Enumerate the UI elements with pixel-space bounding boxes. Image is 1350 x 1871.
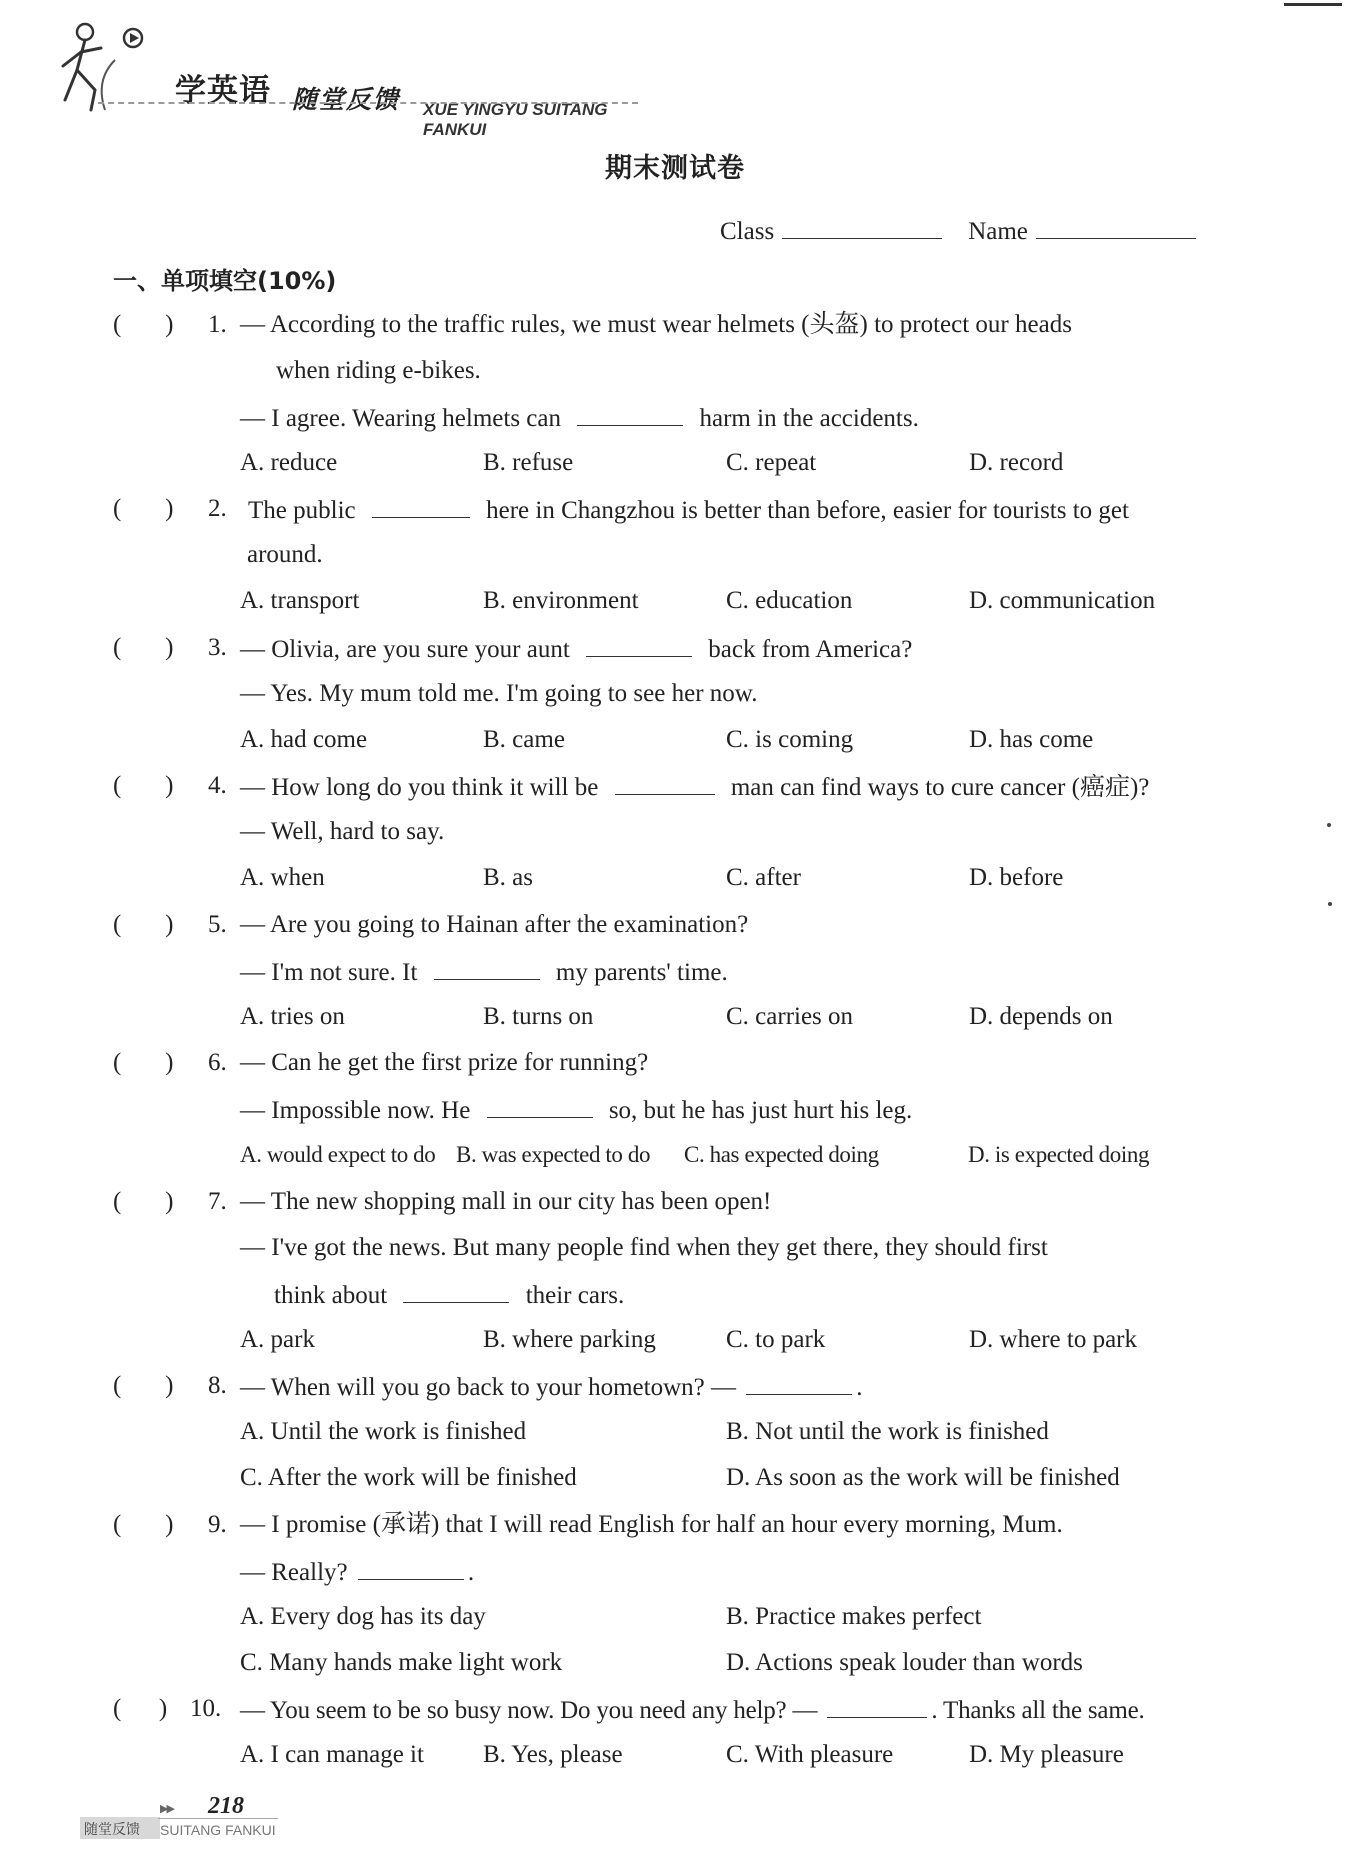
runner-logo-icon bbox=[55, 20, 175, 120]
option: A. Every dog has its day bbox=[240, 1603, 486, 1630]
option: C. With pleasure bbox=[726, 1741, 894, 1768]
answer-bracket: ( ) bbox=[113, 1695, 168, 1722]
question-number: 3. bbox=[208, 634, 227, 661]
question-text: — You seem to be so busy now. Do you need any help? — . Thanks all the same. bbox=[240, 1693, 1145, 1727]
section-heading: 一、单项填空(10%) bbox=[113, 267, 337, 295]
answer-bracket: ( ) bbox=[113, 911, 174, 938]
question-number: 9. bbox=[208, 1511, 227, 1538]
question-number: 10. bbox=[190, 1695, 222, 1722]
footer-divider bbox=[158, 1818, 278, 1819]
question-text: — The new shopping mall in our city has been open! bbox=[240, 1188, 772, 1215]
option: B. where parking bbox=[483, 1326, 656, 1353]
answer-bracket: ( ) bbox=[113, 1511, 174, 1538]
name-label: Name bbox=[968, 218, 1028, 245]
option: D. depends on bbox=[969, 1003, 1113, 1030]
option: A. reduce bbox=[240, 449, 338, 476]
answer-bracket: ( ) bbox=[113, 1049, 174, 1076]
option: B. came bbox=[483, 726, 565, 753]
arrow-icon: ▶▶ bbox=[160, 1803, 173, 1815]
option: A. Until the work is finished bbox=[240, 1418, 527, 1445]
brand-subtitle-cn: 随堂反馈 bbox=[292, 85, 401, 114]
option: A. would expect to do bbox=[240, 1142, 436, 1167]
option: C. Many hands make light work bbox=[240, 1649, 563, 1676]
question-text: — I agree. Wearing helmets can harm in the accidents. bbox=[240, 401, 919, 435]
option: A. when bbox=[240, 864, 325, 891]
question-text: think about their cars. bbox=[274, 1278, 624, 1312]
option: B. Practice makes perfect bbox=[726, 1603, 982, 1630]
option: C. is coming bbox=[726, 726, 854, 753]
question-text: — Impossible now. He so, but he has just hurt his leg. bbox=[240, 1093, 912, 1127]
option: C. has expected doing bbox=[684, 1142, 879, 1167]
question-text: — Can he get the first prize for running? bbox=[240, 1049, 649, 1076]
footer-badge-text: 随堂反馈 bbox=[84, 1822, 140, 1838]
question-text: — When will you go back to your hometown? — . bbox=[240, 1370, 862, 1404]
footer-badge bbox=[80, 1817, 160, 1839]
question-text: — Are you going to Hainan after the examination? bbox=[240, 911, 749, 938]
class-blank bbox=[782, 216, 942, 239]
brand-title-cn: 学英语 bbox=[175, 73, 271, 109]
option: D. As soon as the work will be finished bbox=[726, 1464, 1120, 1491]
question-number: 2. bbox=[208, 495, 227, 522]
option: A. I can manage it bbox=[240, 1741, 424, 1768]
option: A. tries on bbox=[240, 1003, 345, 1030]
question-text: when riding e-bikes. bbox=[276, 357, 481, 384]
option: D. is expected doing bbox=[968, 1142, 1150, 1167]
option: A. park bbox=[240, 1326, 315, 1353]
option: D. record bbox=[969, 449, 1064, 476]
page-title: 期末测试卷 bbox=[605, 153, 745, 184]
option: B. Yes, please bbox=[483, 1741, 623, 1768]
corner-mark bbox=[1284, 3, 1342, 6]
option: D. My pleasure bbox=[969, 1741, 1124, 1768]
question-text: — I'm not sure. It my parents' time. bbox=[240, 955, 728, 989]
option: B. as bbox=[483, 864, 533, 891]
answer-bracket: ( ) bbox=[113, 311, 174, 338]
question-number: 5. bbox=[208, 911, 227, 938]
question-number: 4. bbox=[208, 772, 227, 799]
option: D. communication bbox=[969, 587, 1156, 614]
option: C. repeat bbox=[726, 449, 817, 476]
option: B. refuse bbox=[483, 449, 574, 476]
option: B. was expected to do bbox=[456, 1142, 651, 1167]
question-text: — I've got the news. But many people find when they get there, they should first bbox=[240, 1234, 1048, 1261]
class-label: Class bbox=[720, 218, 775, 245]
class-name-fields bbox=[720, 216, 1196, 246]
answer-bracket: ( ) bbox=[113, 495, 174, 522]
option: B. Not until the work is finished bbox=[726, 1418, 1049, 1445]
answer-bracket: ( ) bbox=[113, 1372, 174, 1399]
option: B. turns on bbox=[483, 1003, 594, 1030]
option: C. After the work will be finished bbox=[240, 1464, 577, 1491]
question-text: — How long do you think it will be man can find ways to cure cancer (癌症)? bbox=[240, 770, 1149, 804]
question-number: 6. bbox=[208, 1049, 227, 1076]
option: C. after bbox=[726, 864, 801, 891]
question-text: — According to the traffic rules, we must wear helmets (头盔) to protect our heads bbox=[240, 311, 1072, 338]
option: D. Actions speak louder than words bbox=[726, 1649, 1083, 1676]
option: C. carries on bbox=[726, 1003, 854, 1030]
option: A. had come bbox=[240, 726, 368, 753]
page-number: 218 bbox=[208, 1793, 244, 1819]
question-number: 7. bbox=[208, 1188, 227, 1215]
answer-bracket: ( ) bbox=[113, 1188, 174, 1215]
question-text: — Really? . bbox=[240, 1555, 474, 1589]
question-number: 8. bbox=[208, 1372, 227, 1399]
option: B. environment bbox=[483, 587, 639, 614]
option: D. before bbox=[969, 864, 1064, 891]
option: D. where to park bbox=[969, 1326, 1137, 1353]
question-text: around. bbox=[247, 541, 323, 568]
answer-bracket: ( ) bbox=[113, 772, 174, 799]
brand-title-en: XUE YINGYU SUITANG FANKUI bbox=[423, 100, 608, 139]
scan-speck bbox=[1328, 902, 1332, 906]
option: C. to park bbox=[726, 1326, 826, 1353]
option: C. education bbox=[726, 587, 853, 614]
brand-header bbox=[55, 20, 655, 139]
question-text: — Yes. My mum told me. I'm going to see her now. bbox=[240, 680, 758, 707]
question-text: — I promise (承诺) that I will read English for half an hour every morning, Mum. bbox=[240, 1511, 1063, 1538]
question-number: 1. bbox=[208, 311, 227, 338]
answer-bracket: ( ) bbox=[113, 634, 174, 661]
footer-brand-en: SUITANG FANKUI bbox=[160, 1822, 276, 1838]
option: D. has come bbox=[969, 726, 1094, 753]
question-text: — Well, hard to say. bbox=[240, 818, 445, 845]
name-blank bbox=[1036, 216, 1196, 239]
option: A. transport bbox=[240, 587, 360, 614]
scan-speck bbox=[1327, 823, 1331, 827]
question-text: The public here in Changzhou is better than before, easier for tourists to get bbox=[248, 493, 1129, 527]
question-text: — Olivia, are you sure your aunt back from America? bbox=[240, 632, 912, 666]
header-divider bbox=[98, 102, 638, 104]
